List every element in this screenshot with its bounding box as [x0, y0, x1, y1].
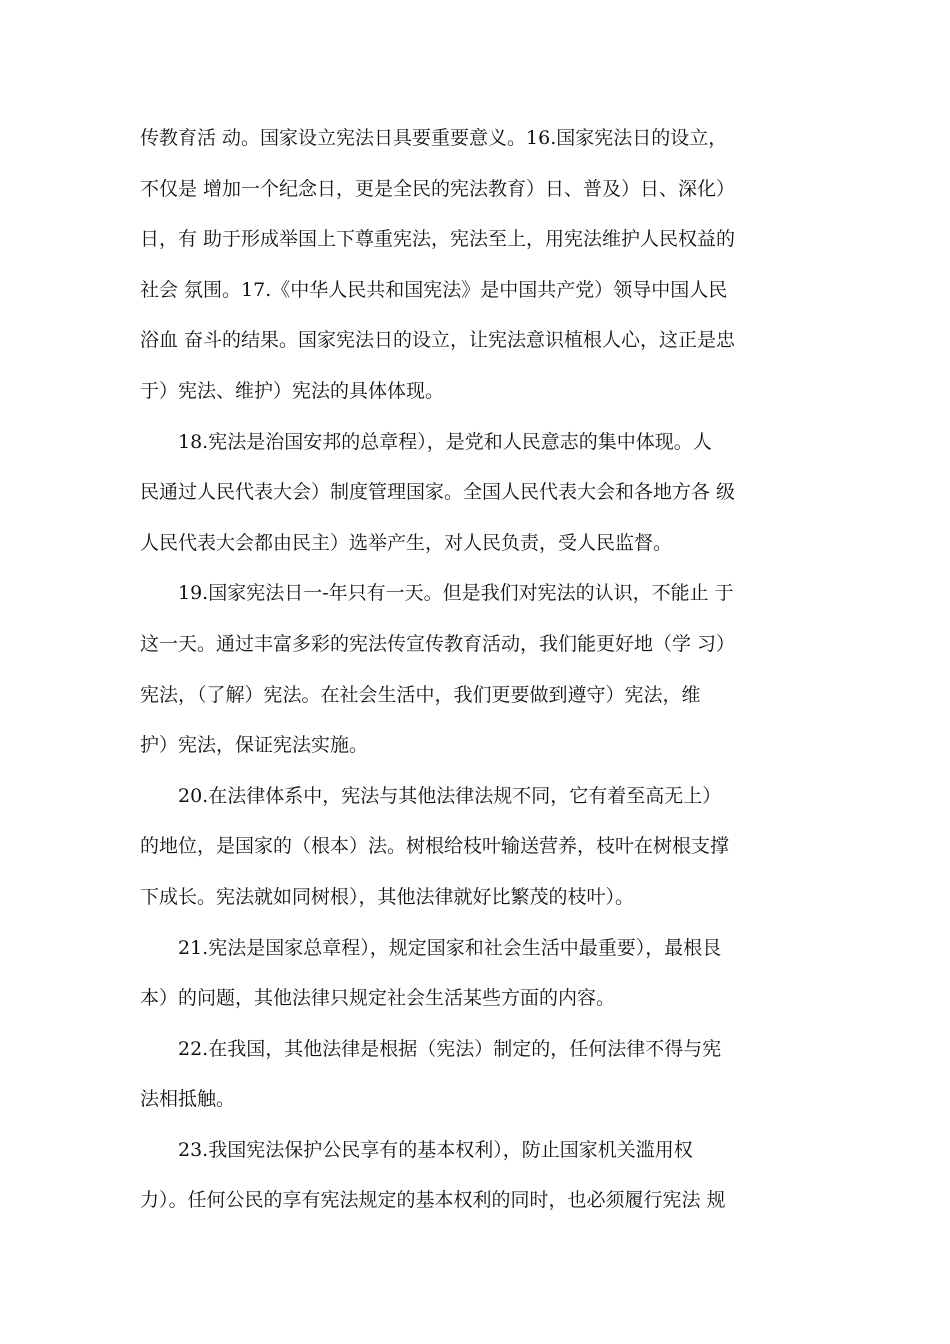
- text-line: 日，有 助于形成举国上下尊重宪法，宪法至上，用宪法维护人民权益的: [140, 228, 736, 251]
- text-line: 力）。任何公民的享有宪法规定的基本权利的同时，也必须履行宪法 规: [140, 1189, 726, 1212]
- text-line: 20.在法律体系中，宪法与其他法律法规不同，它有着至高无上）: [140, 784, 722, 807]
- text-line: 18.宪法是治国安邦的总章程），是党和人民意志的集中体现。人: [140, 430, 712, 453]
- text-line: 人民代表大会都由民主）选举产生，对人民负责，受人民监督。: [140, 531, 673, 554]
- text-line: 22.在我国，其他法律是根据（宪法）制定的，任何法律不得与宪: [140, 1037, 722, 1060]
- text-line: 民通过人民代表大会）制度管理国家。全国人民代表大会和各地方各 级: [140, 481, 736, 504]
- text-line: 21.宪法是国家总章程），规定国家和社会生活中最重要），最根艮: [140, 936, 722, 959]
- text-line: 宪法，（了解）宪法。在社会生活中，我们更要做到遵守）宪法，维: [140, 683, 701, 706]
- text-line: 19.国家宪法日一-年只有一天。但是我们对宪法的认识，不能止 于: [140, 582, 734, 605]
- text-line: 不仅是 增加一个纪念日，更是全民的宪法教育）日、普及）日、深化）: [140, 177, 736, 200]
- text-line: 传教育活 动。国家设立宪法日具要重要意义。16.国家宪法日的设立，: [140, 127, 728, 149]
- text-line: 法相抵触。: [140, 1088, 236, 1111]
- text-line: 社会 氛围。17.《中华人民共和国宪法》是中国共产党）领导中国人民: [140, 278, 728, 301]
- text-line: 护）宪法，保证宪法实施。: [140, 734, 369, 757]
- text-line: 这一天。通过丰富多彩的宪法传宣传教育活动，我们能更好地（学 习）: [140, 632, 736, 655]
- text-line: 下成长。宪法就如同树根），其他法律就好比繁茂的枝叶）。: [140, 885, 635, 908]
- document-body: [140, 113, 830, 1226]
- text-line: 于）宪法、维护）宪法的具体体现。: [140, 379, 445, 402]
- text-line: 23.我国宪法保护公民享有的基本权利），防止国家机关滥用权: [140, 1138, 693, 1161]
- text-line: 浴血 奋斗的结果。国家宪法日的设立，让宪法意识植根人心，这正是忠: [140, 329, 736, 352]
- text-line: 的地位，是国家的（根本）法。树根给枝叶输送营养，枝叶在树根支撑: [140, 835, 730, 858]
- text-line: 本）的问题，其他法律只规定社会生活某些方面的内容。: [140, 987, 616, 1010]
